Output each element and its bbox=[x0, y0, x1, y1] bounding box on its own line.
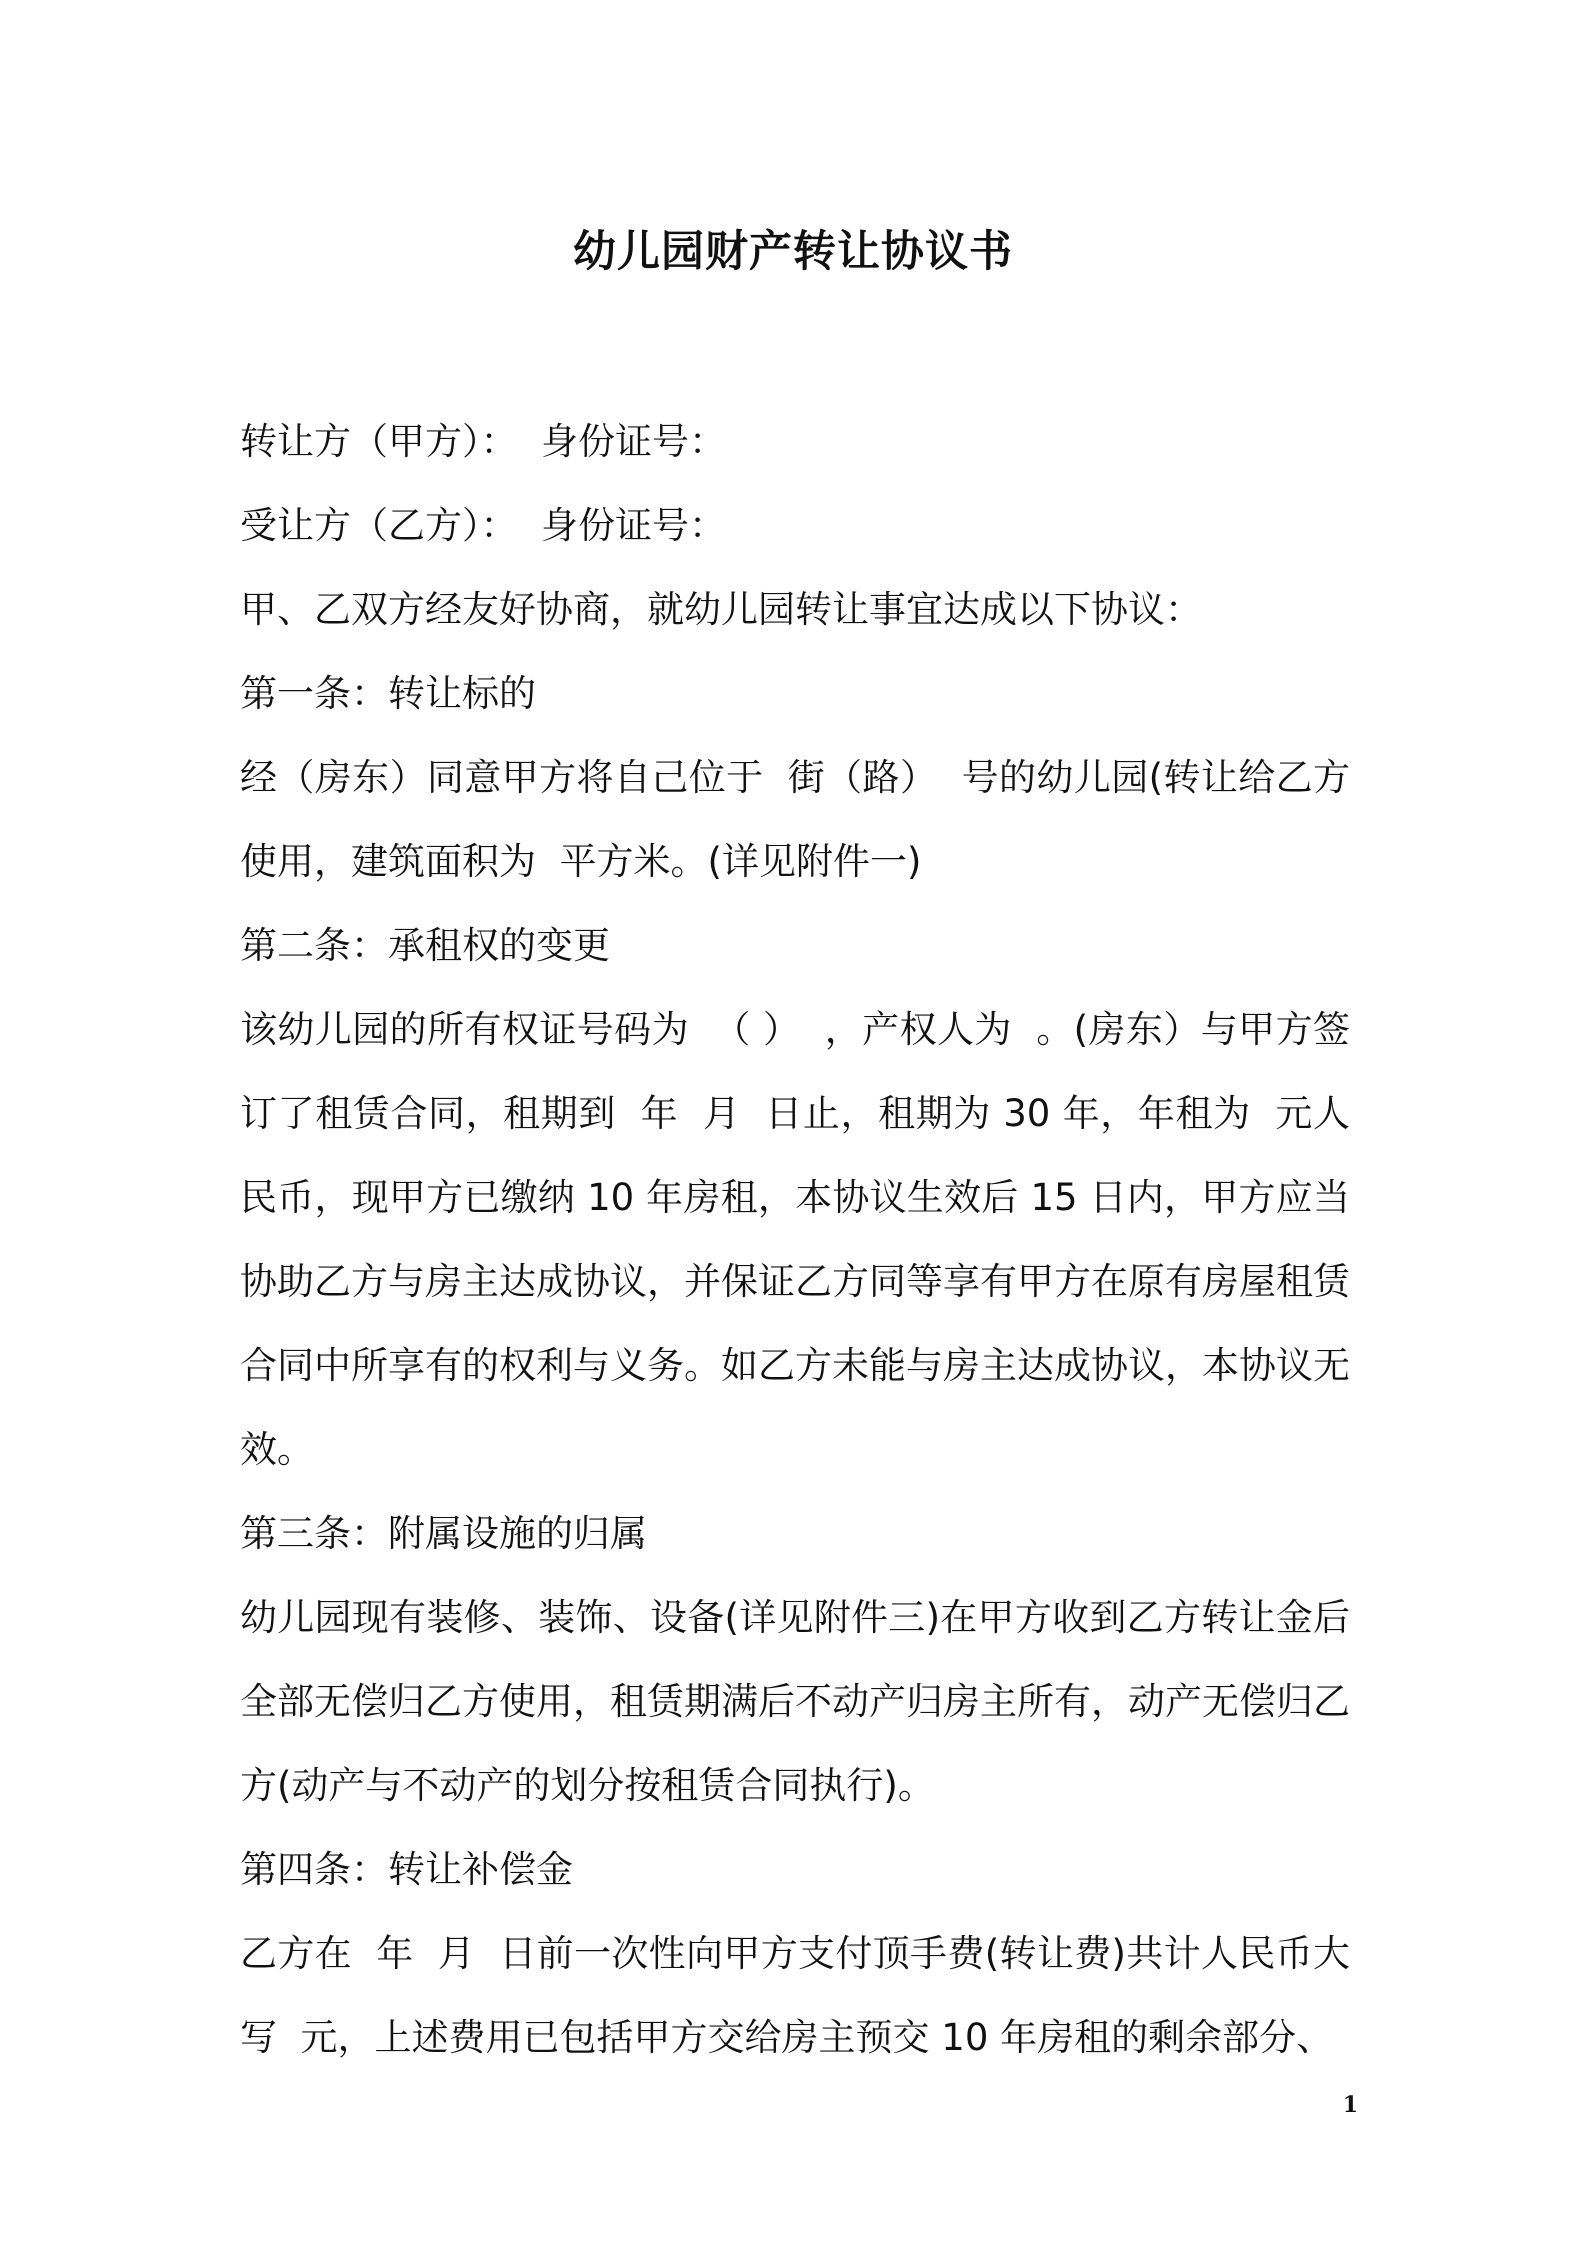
transferor-line: 转让方（甲方）： 身份证号： bbox=[240, 420, 727, 463]
article-2-heading: 第二条：承租权的变更 bbox=[240, 924, 610, 967]
article-3-text: 幼儿园现有装修、装饰、设备(详见附件三)在甲方收到乙方转让金后全部无偿归乙方使用，租赁期满后不动产归房主所有，动产无偿归乙方(动产与不动产的划分按租赁合同执行)。 bbox=[240, 1596, 1350, 1807]
page-number: 1 bbox=[1342, 2092, 1358, 2118]
agreement-intro: 甲、乙双方经友好协商，就幼儿园转让事宜达成以下协议： bbox=[240, 588, 1202, 631]
article-4-heading: 第四条：转让补偿金 bbox=[240, 1848, 573, 1891]
transferee-line: 受让方（乙方）： 身份证号： bbox=[240, 504, 727, 547]
article-1-text: 经（房东）同意甲方将自己位于 街（路） 号的幼儿园(转让给乙方使用，建筑面积为 平方米。(详见附件一) bbox=[240, 756, 1350, 883]
document-body bbox=[240, 400, 1350, 2080]
document-title: 幼儿园财产转让协议书 bbox=[573, 227, 1013, 277]
article-2-text: 该幼儿园的所有权证号码为 （ ） ，产权人为 。(房东）与甲方签订了租赁合同，租期到 年 月 日止，租期为 30 年，年租为 元人民币，现甲方已缴纳 10 年房租，本协议生效后 15 日内，甲方应当协助乙方与房主达成协议，并保证乙方同等享有甲方在原有房屋租赁合同中所享有的权利与义务。如乙方未能与房主达成协议，本协议无效。 bbox=[240, 1008, 1350, 1471]
article-3-heading: 第三条：附属设施的归属 bbox=[240, 1512, 647, 1555]
article-4-text: 乙方在 年 月 日前一次性向甲方支付顶手费(转让费)共计人民币大写 元，上述费用已包括甲方交给房主预交 10 年房租的剩余部分、 bbox=[240, 1932, 1350, 2059]
article-1-heading: 第一条：转让标的 bbox=[240, 672, 536, 715]
